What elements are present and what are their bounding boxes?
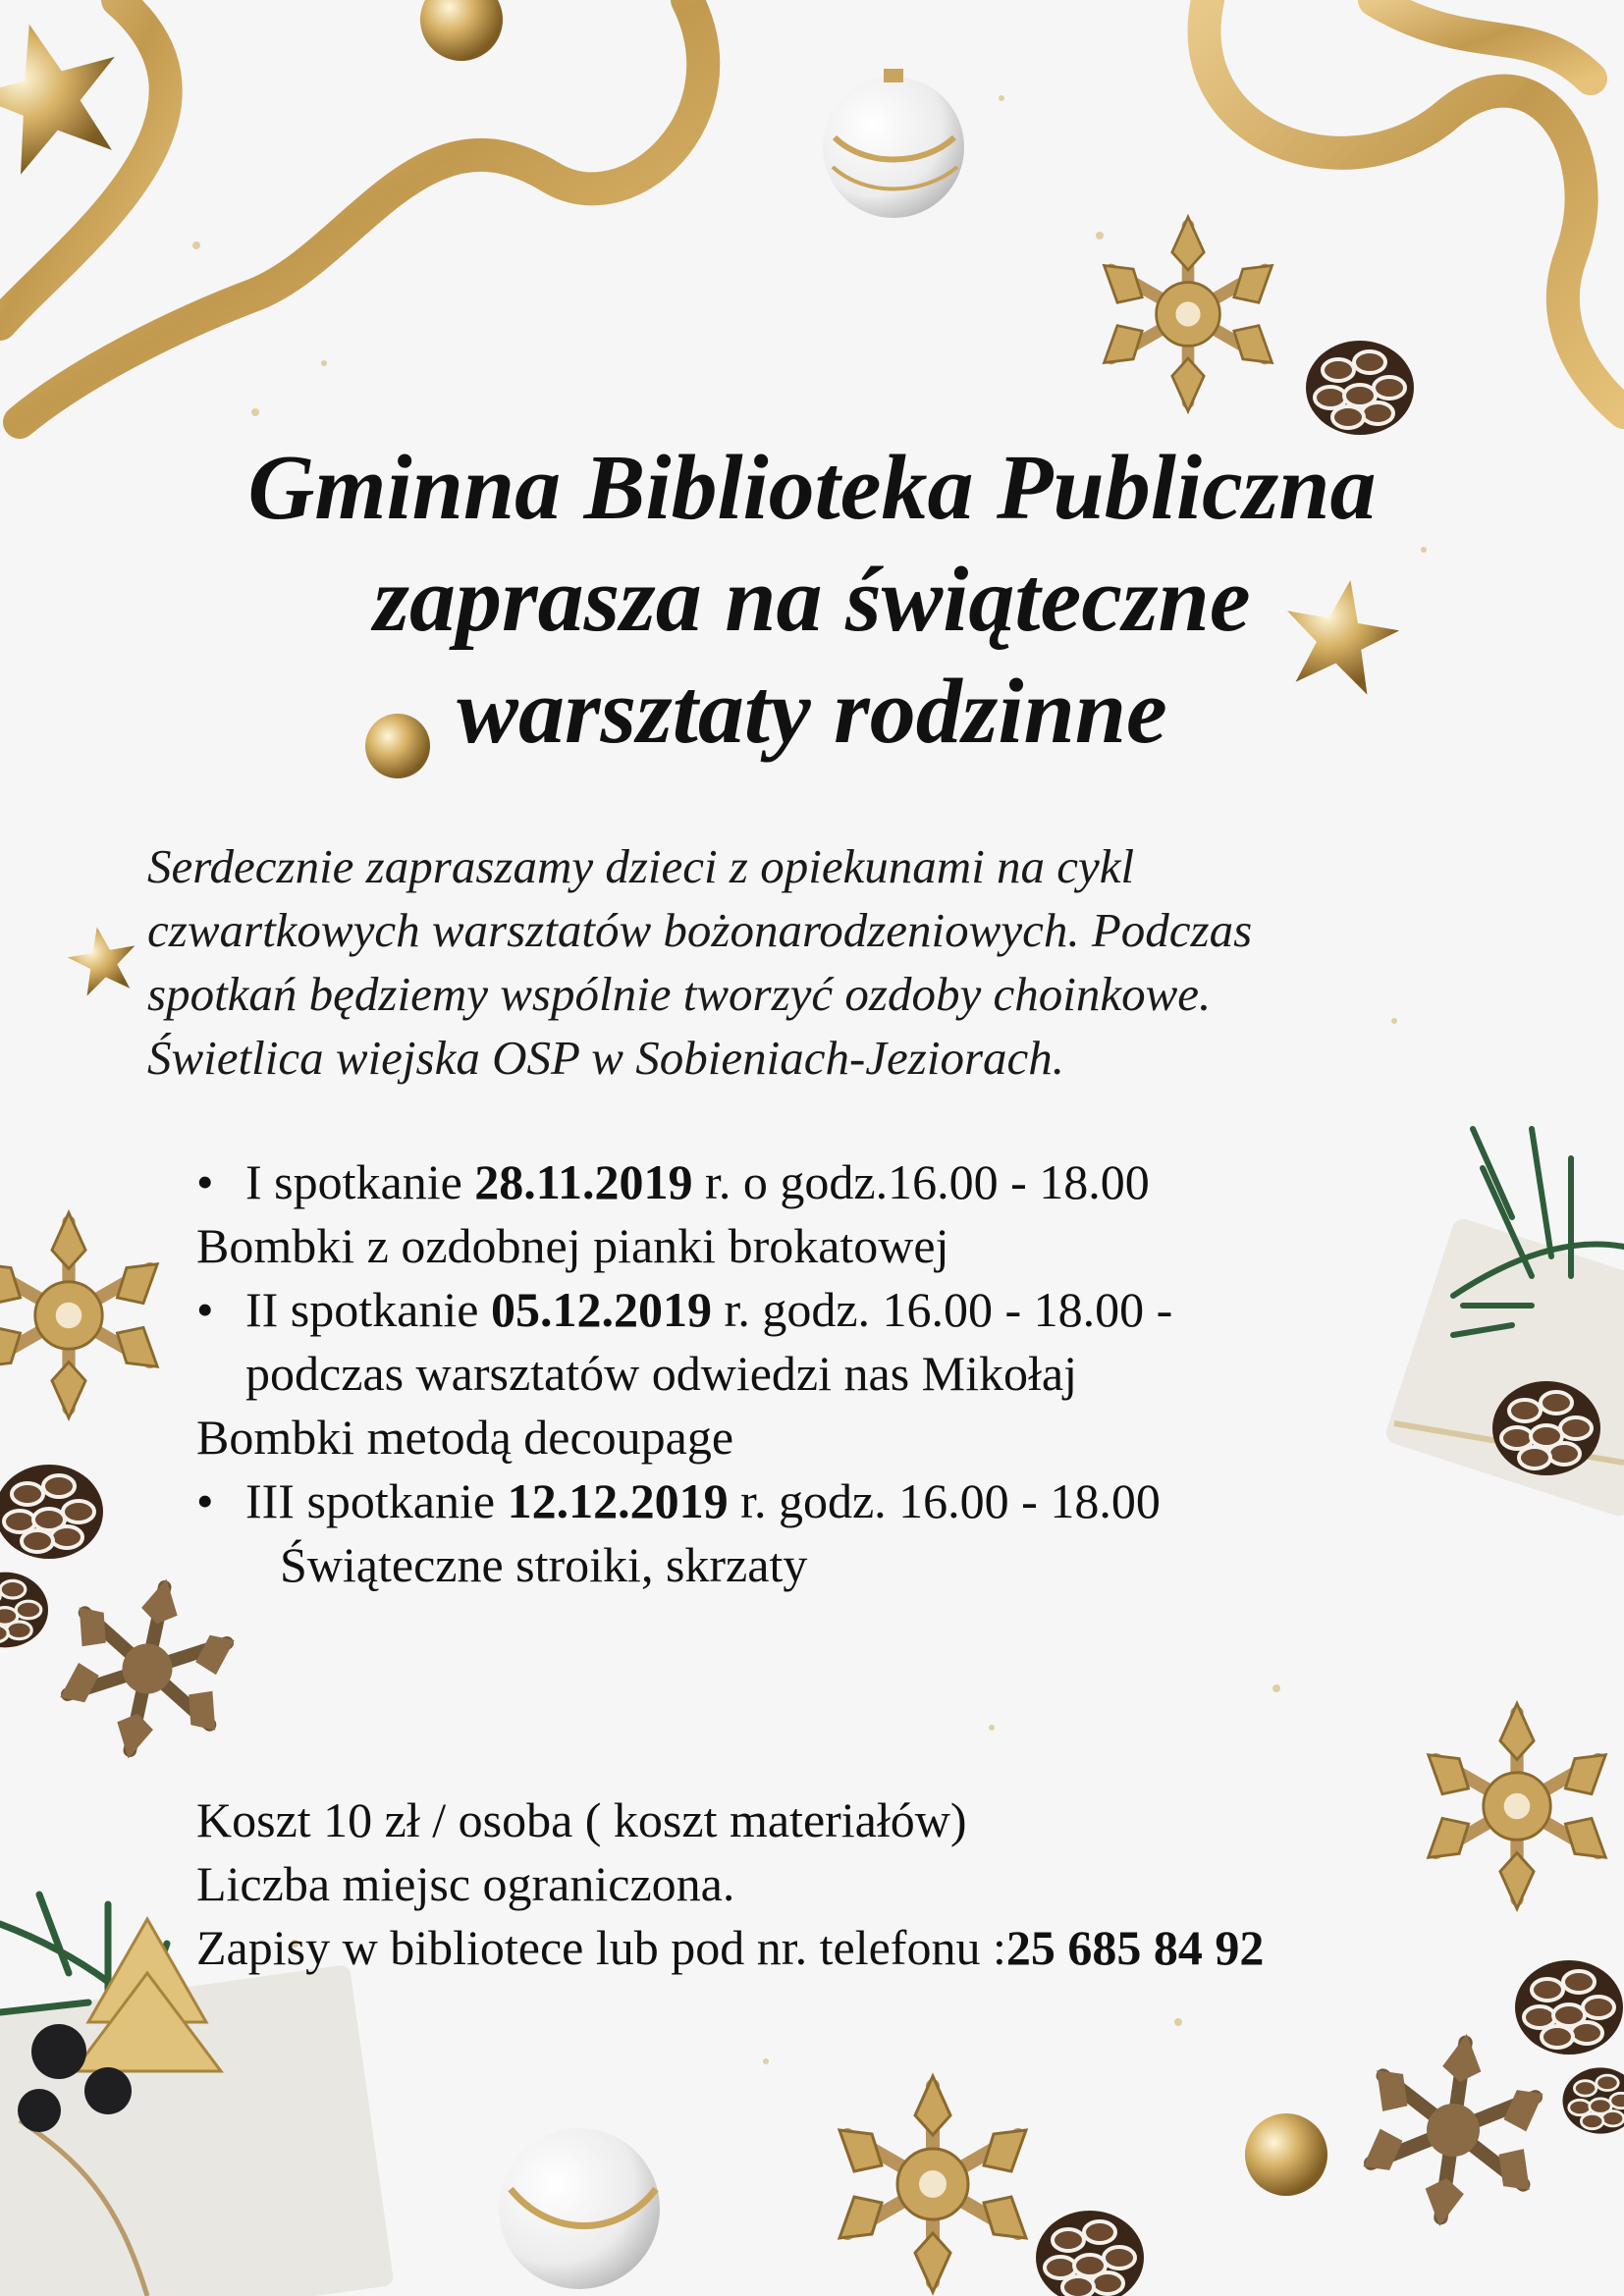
title-line-2: zaprasza na świąteczne <box>373 549 1251 651</box>
meeting-1 <box>196 1150 1434 1214</box>
meeting-2-topic: Bombki metodą decoupage <box>196 1410 734 1465</box>
poster-title <box>0 432 1624 768</box>
intro-paragraph <box>147 834 1473 1090</box>
title-line-3: warsztaty rodzinne <box>457 661 1167 763</box>
signup-text: Zapisy w bibliotece lub pod nr. telefonu : <box>196 1920 1006 1975</box>
meeting-2-time: r. godz. 16.00 - 18.00 - <box>711 1282 1173 1337</box>
meeting-2 <box>196 1278 1434 1342</box>
signup-line <box>196 1916 1473 1980</box>
meeting-2-date: 05.12.2019 <box>490 1282 712 1337</box>
meeting-1-prefix: I spotkanie <box>245 1154 475 1209</box>
meeting-1-date: 28.11.2019 <box>474 1154 693 1209</box>
bullet-icon: • <box>196 1473 214 1528</box>
meeting-schedule <box>196 1150 1434 1597</box>
phone-number: 25 685 84 92 <box>1005 1920 1265 1975</box>
pinecone-icon <box>1492 1381 1600 1475</box>
places-text: Liczba miejsc ograniczona. <box>196 1856 735 1911</box>
meeting-2-prefix: II spotkanie <box>245 1282 491 1337</box>
bullet-icon: • <box>196 1282 214 1337</box>
meeting-3-time: r. godz. 16.00 - 18.00 <box>728 1473 1161 1528</box>
meeting-1-topic: Bombki z ozdobnej pianki brokatowej <box>196 1218 949 1273</box>
pinecone-icon <box>0 1465 103 1559</box>
bauble-icon <box>1245 2113 1327 2196</box>
pinecone-icon <box>1306 341 1414 435</box>
intro-line-4: Świetlica wiejska OSP w Sobieniach-Jeziorach. <box>147 1031 1065 1085</box>
bauble-icon <box>499 2128 660 2289</box>
registration-info <box>196 1789 1473 1980</box>
intro-line-3: spotkań będziemy wspólnie tworzyć ozdoby choinkowe. <box>147 967 1212 1021</box>
meeting-1-time: r. o godz.16.00 - 18.00 <box>692 1154 1150 1209</box>
meeting-3 <box>196 1469 1434 1533</box>
pinecone-icon <box>1515 1960 1623 2055</box>
meeting-3-prefix: III spotkanie <box>245 1473 508 1528</box>
title-line-1: Gminna Biblioteka Publiczna <box>247 437 1377 539</box>
meeting-3-date: 12.12.2019 <box>507 1473 729 1528</box>
meeting-3-topic: Świąteczne stroiki, skrzaty <box>280 1537 808 1592</box>
cost-text: Koszt 10 zł / osoba ( koszt materiałów) <box>196 1792 967 1847</box>
intro-line-2: czwartkowych warsztatów bożonarodzeniowych. Podczas <box>147 903 1253 957</box>
intro-line-1: Serdecznie zapraszamy dzieci z opiekunami na cykl <box>147 839 1135 893</box>
meeting-2-note: podczas warsztatów odwiedzi nas Mikołaj <box>245 1346 1077 1401</box>
bullet-icon: • <box>196 1154 214 1209</box>
